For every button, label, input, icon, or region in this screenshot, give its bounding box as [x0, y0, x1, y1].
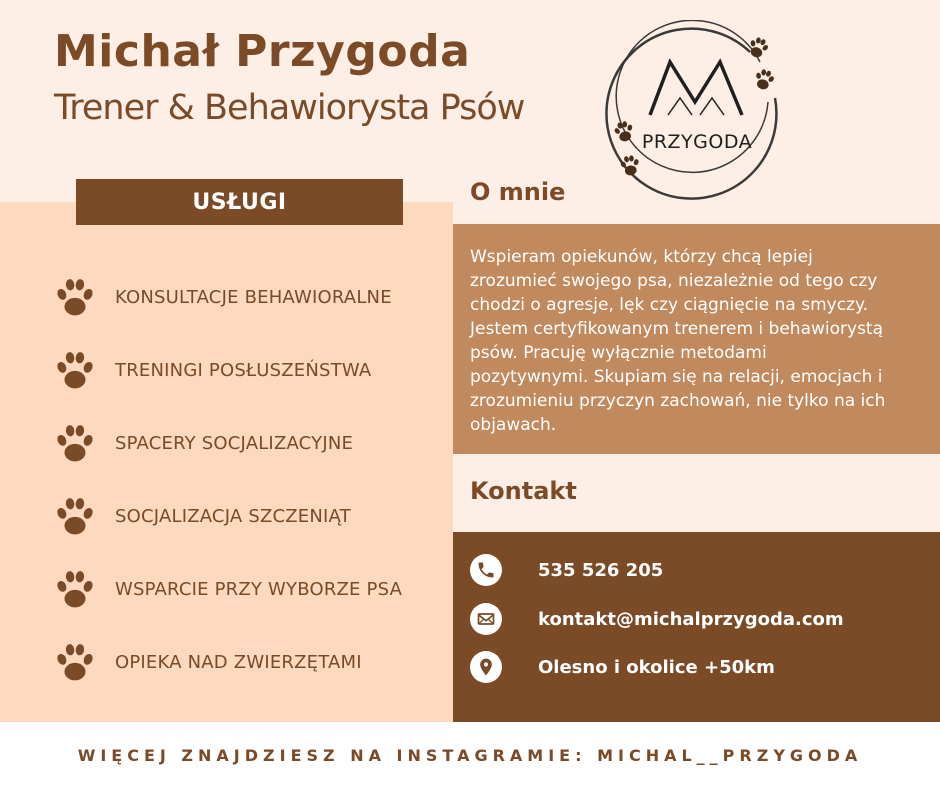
- footer: [0, 722, 940, 788]
- paw-icon: [54, 276, 96, 318]
- service-item: [54, 564, 444, 614]
- services-header: USŁUGI: [76, 179, 403, 225]
- service-label: SPACERY SOCJALIZACYJNE: [115, 432, 354, 454]
- logo-text: PRZYGODA: [641, 131, 753, 153]
- service-label: TRENINGI POSŁUSZEŃSTWA: [115, 359, 372, 381]
- service-label: WSPARCIE PRZY WYBORZE PSA: [115, 578, 403, 600]
- about-text: Wspieram opiekunów, którzy chcą lepiej zrozumieć swojego psa, niezależnie od tego czy chodzi o agresje, lęk czy ciągnięcie na smyczy. Jestem certyfikowanym trenerem i behawiorystą psów. Pracuję wyłącznie metodami pozytywnymi. Skupiam się na relacji, emocjach i zrozumieniu przyczyn zachowań, nie tylko na ich objawach.: [470, 247, 886, 435]
- paw-icon: [54, 349, 96, 391]
- mail-icon: [470, 603, 502, 635]
- service-label: KONSULTACJE BEHAWIORALNE: [115, 286, 392, 308]
- service-item: [54, 637, 444, 687]
- service-item: [54, 491, 444, 541]
- instagram-text: WIĘCEJ ZNAJDZIESZ NA INSTAGRAMIE: MICHAL__PRZYGODA: [77, 745, 863, 765]
- phone-icon: [470, 554, 502, 586]
- service-item: [54, 418, 444, 468]
- about-title: O mnie: [470, 178, 566, 206]
- phone-number: 535 526 205: [538, 559, 664, 581]
- contact-email[interactable]: [470, 602, 844, 636]
- paw-icon: [54, 641, 96, 683]
- service-label: SOCJALIZACJA SZCZENIĄT: [115, 505, 351, 527]
- mountain-paw-logo: [600, 20, 790, 210]
- service-label: OPIEKA NAD ZWIERZĘTAMI: [115, 651, 362, 673]
- page-subtitle: Trener & Behawiorysta Psów: [54, 88, 525, 128]
- email-address: kontakt@michalprzygoda.com: [538, 608, 844, 630]
- service-item: [54, 345, 444, 395]
- paw-icon: [54, 495, 96, 537]
- page-title: Michał Przygoda: [54, 26, 471, 77]
- location-text: Olesno i okolice +50km: [538, 656, 775, 678]
- contact-title: Kontakt: [470, 477, 577, 505]
- service-item: [54, 272, 444, 322]
- paw-icon: [54, 422, 96, 464]
- contact-phone[interactable]: [470, 553, 663, 587]
- location-pin-icon: [470, 651, 502, 683]
- paw-icon: [54, 568, 96, 610]
- contact-location[interactable]: [470, 650, 775, 684]
